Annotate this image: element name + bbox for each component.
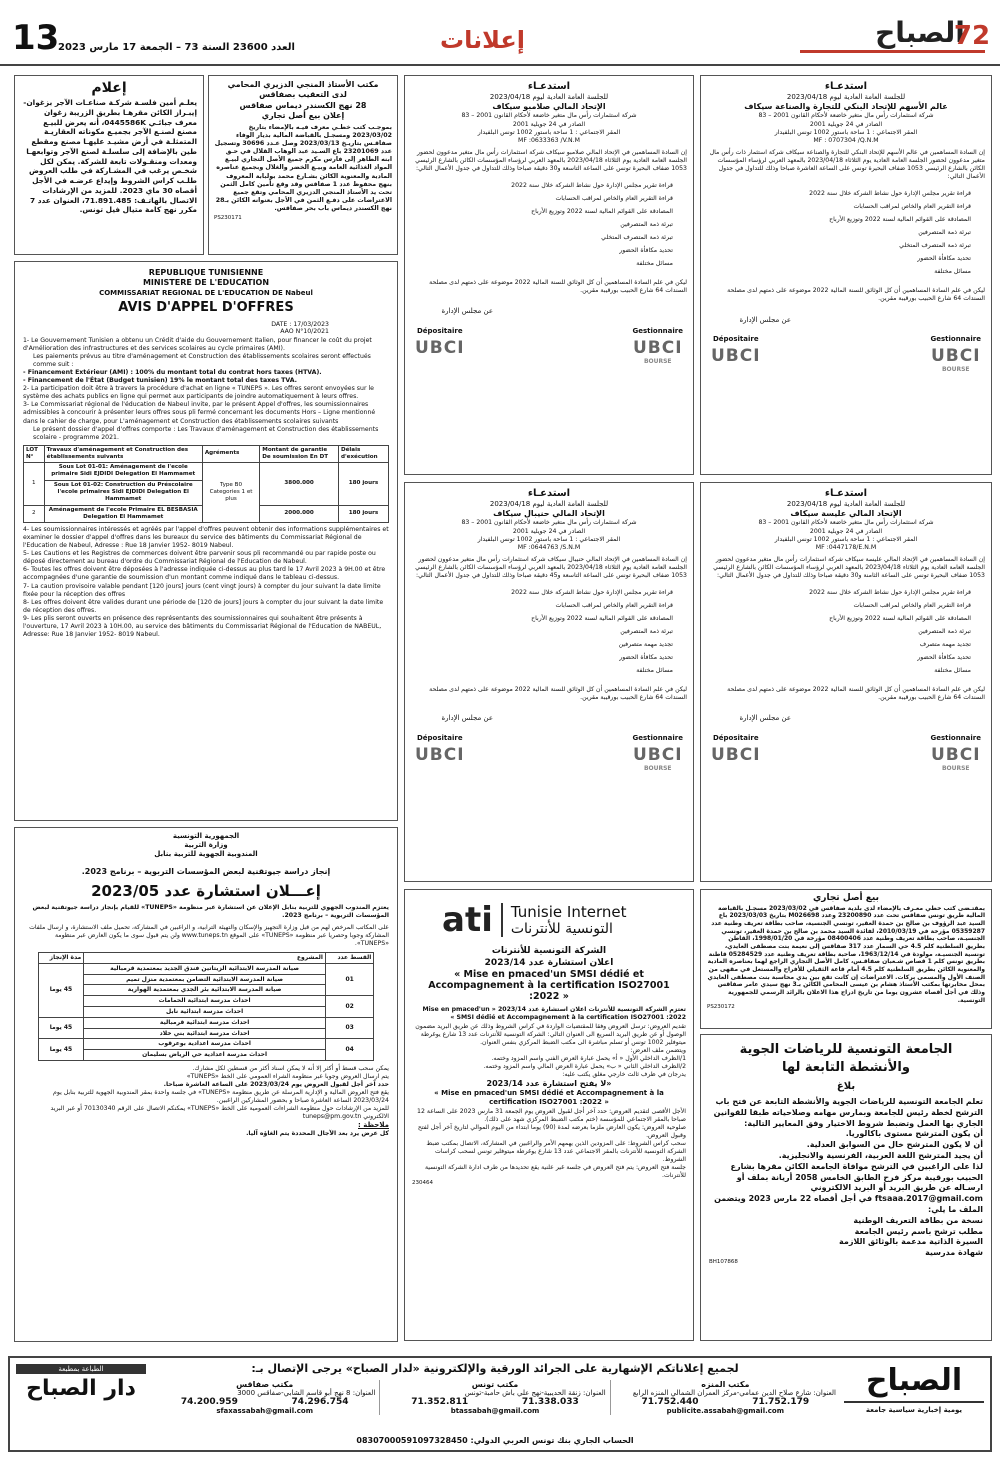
email-link[interactable]: btassabah@gmail.com (450, 1407, 540, 1415)
table-row: 04 احداث مدرسة اعدادية بوعرقوب 45 يوما (38, 1039, 374, 1050)
republic-line: REPUBLIQUE TUNISIENNE (148, 268, 264, 277)
gestionnaire-logo: Gestionnaire UBCI BOURSE (632, 326, 683, 365)
clause-6: 6- Toutes les offres doivent être déposées à l'adresse indiquée ci-dessus au plus tard le 17 Avril 2023 à 9H.00 et être accompagnées d'une garantie de soumission d'un montant comme indiqué dans le tableau ci-dessus. (23, 566, 386, 582)
ubci-icon: UBCI (711, 345, 761, 366)
notice-line: تعتزم الشركة التونسية للأنترنات اعلان استشارة عدد 2023/14 « Mise en pmaced'un SMSI dédié et Accompagnement à la certification ISO27001 :2022 » (422, 1006, 686, 1022)
advertising-contact-footer (8, 1356, 992, 1452)
criteria-item: أن لا يكون المترشح خال من السوابق العدلية. (806, 1140, 983, 1150)
phone-number: 71.338.033 (521, 1397, 579, 1407)
table-header: القسط عدد (325, 952, 373, 963)
note-label: ملاحظة : (358, 1121, 389, 1130)
ati-brand-ar: التونسية للأنترنات (510, 921, 613, 937)
notice-title: إعلام (91, 80, 127, 96)
ubci-icon: UBCI (415, 744, 465, 765)
notice-title: استدعـاء (824, 488, 868, 499)
notice-line: ويتضمن ملف العرض: (630, 1046, 686, 1054)
notice-title: استدعـاء (527, 81, 571, 92)
depositaire-logo: Dépositaire UBCI (415, 733, 465, 765)
clause-9: 9- Les plis seront ouverts en présence des représentants des soumissionnaires qui souhaitent être présents à l'ouverture, 17 Avril 2023 à 10H.00, au service des bâtiments du Commissariat Régional de l'Education de NABEUL, Adresse: Rue 18 Janvier 1952- 8019 Nabeul. (23, 614, 382, 638)
ubci-logos (405, 327, 693, 365)
agenda-item: قراءة التقرير العام والخاص لمراقب الحسابات (555, 601, 673, 609)
table-header: Agréments (202, 445, 259, 463)
section-title: إعلانات (440, 26, 525, 54)
table-row: احداث مدرسة ابتدائية بني خلاد (38, 1028, 374, 1039)
company-line: الصادر في 24 جويلية 2001 (809, 527, 883, 535)
ubci-logos (701, 734, 991, 772)
company-line: الصادر في 24 جويلية 2001 (809, 120, 883, 128)
agenda-item: المصادقة على القوائم المالية لسنة 2022 وتوزيع الأرباح (531, 615, 673, 623)
convocation-notice-1 (700, 75, 992, 475)
notice-body: إن السادة المساهمين في الإتحاد المالي صلامبو سيكاف شركة استثمارات رأس مال متغير مدعوون لحضور الجلسة العامة العادية يوم الثلاثاء 2023/04/18 بالمعهد العربي لرؤساء المؤسسات الكائن بالشارع الرئيسي 1053 ضفاف البحيرة تونس على الساعة التاسعة و30 دقيقة صباحا وذلك للتداول في جدول الأعمال التالي: (415, 148, 687, 172)
office-name: مكتب الأستاذ المنجي الدزيري المحامي (227, 80, 379, 89)
ati-icon: ati (442, 900, 493, 940)
gestionnaire-logo: Gestionnaire UBCI BOURSE (930, 733, 981, 772)
ubci-icon: UBCI (930, 744, 981, 765)
notice-line: جلسة فتح العروض: يتم فتح العروض في جلسة غير علنية يقع تحديدها من طرف ادارة الشركة التونسية للأنترنات. (424, 1163, 686, 1180)
table-row: 01 صيانة المدرسة الابتدائية الزيتاتين فندق الجديد بمعتمدية قرمبالية 45 يوما (38, 963, 374, 974)
phone-number: 74.200.959 (180, 1397, 238, 1407)
company-line: الصادر في 24 جويلية 2001 (512, 527, 586, 535)
notice-ref: AAO N°10/2021 (280, 327, 329, 335)
phone-number: 71.752.440 (641, 1397, 699, 1407)
agenda-item: المصادقة على القوائم المالية لسنة 2022 وتوزيع الأرباح (531, 208, 673, 216)
clause-4: 4- Les soumissionnaires intéressés et agréés par l'appel d'offres peuvent obtenir des informations supplémentaires et examiner le dossier d'appel d'offres dans les bureaux du service des bâtiments du Commissariat Régional de l'Education de Nabeul, Adresse : Rue 18 Janvier 1952- 8019 Nabeul. (23, 526, 389, 550)
lots-table (23, 445, 389, 523)
gestionnaire-logo: Gestionnaire UBCI BOURSE (930, 334, 981, 373)
company-line: MF :0644763 /S.N.M (517, 543, 581, 551)
notice-subtitle: للجلسة العامة العادية ليوم 2023/04/18 (786, 500, 906, 508)
ati-brand-fr: Tunisie Internet (510, 903, 627, 921)
agenda-item: مسائل مختلفة (636, 667, 673, 675)
notice-footnote: ليكن في علم السادة المساهمين أن كل الوثائق للسنة المالية 2022 موضوعة على ذمتهم لدى مصلحة السندات 64 شارع الحبيب بورقيبة مقرين. (429, 279, 687, 295)
notice-subtitle: للجلسة العامة العادية ليوم 2023/04/18 (489, 500, 609, 508)
notice-body: على المكاتب المرخص لهم من قبل وزارة التجهيز والإسكان والتهيئة الترابية، و الراغبين في المشاركة، تحميل ملف الاستشارة، و ارسال ملفات المشاركة وجوبا وحصريا عبر منظومة «TUNEPS» على الموقع www.tuneps.tn ولن يتم قبول سوى ما يكون العارض عبر منظومة «TUNEPS». (29, 923, 389, 947)
bank-account: الحساب الجاري بنك تونس العربي الدولي: 08307000591097328450 (356, 1436, 634, 1445)
project-line: إنجاز دراسة جيوتقنية لبعض المؤسسات التربوية – برنامج 2023. (81, 867, 331, 877)
depositaire-logo: Dépositaire UBCI (415, 326, 465, 358)
ubci-icon: UBCI (415, 337, 465, 358)
criteria-item: أن يكون المترشح مستوى باكالوريا. (845, 1129, 983, 1139)
notice-subtitle: للجلسة العامة العادية ليوم 2023/04/18 (489, 93, 609, 101)
company-line: المقر الاجتماعي : 1 ساحة باستور 1002 تونس البلفيدار (774, 128, 918, 136)
phone-number: 74.296.754 (291, 1397, 349, 1407)
agenda-item: مسائل مختلفة (934, 268, 971, 276)
board-signature: عن مجلس الإدارة (739, 315, 791, 324)
depositaire-logo: Dépositaire UBCI (711, 733, 761, 765)
phone-number: 71.352.811 (411, 1397, 469, 1407)
table-row: 02 احداث مدرسة ابتدائية الحمامات (38, 996, 374, 1007)
office-line: لدى التعقيب بصفاقس (259, 90, 347, 100)
notice-footnote: ليكن في علم السادة المساهمين أن كل الوثائق للسنة المالية 2022 موضوعة على ذمتهم لدى مصلحة السندات 64 شارع الحبيب بورقيبة مقرين. (727, 686, 985, 702)
ati-consultation-notice (404, 889, 694, 1341)
agenda-item: مسائل مختلفة (636, 260, 673, 268)
notice-body: يعلـم أمين فلسـة شركـة صناعـات الآجر بزغوان-إيبـراز الكائن مقرهـا بطريق الزريبة زغوان معرف جبائـي 0445586K، أنه يعرض للبيـع مصنع لصنـع الآجر بجميـع مكوناته العقاريـة المتمثلـة في أرض مشيـد عليهـا مصنع ومقطع طين بالإضافة إلى سلسلـة لصنع الآجر وتوابعهـا ومعدات ومنقـولات تابعة للشركة. يمكن لكل شخـص يرغب في المشـاركة في طلب العروض طلـب كراس الشروط وإيداع عرضـه في الأجل أقصاه 30 ماي 2023. للمزيد من الإرشادات الاتصال بالهاتـف: 71.891.485، العنوان عدد 7 مكرر نهج كامة متيال فيل تونس. (23, 98, 197, 215)
agenda-item: تحديد مكافأة الحضور (619, 654, 673, 662)
notice-title: AVIS D'APPEL D'OFFRES (118, 299, 294, 315)
notice-title: إعـــلان استشارة عدد 2023/05 (91, 881, 321, 900)
business-sale-notice (208, 75, 398, 255)
table-header: Délais d'exécution (338, 445, 388, 463)
notice-title: استدعـاء (824, 81, 868, 92)
board-signature: عن مجلس الإدارة (441, 714, 493, 723)
notice-body: إن السادة المساهمين في عالم الأسهم للإتحاد البنكي للتجارة والصناعة سيكاف شركة استثمار ذات رأس مال متغير مدعوون لحضور الجلسة العامة العادية يوم الثلاثاء 2023/04/18 بالمعهد العربي لرؤساء المؤسسات الكائن بالشارع الرئيسي 1053 ضفاف البحيرة تونس على الساعة العاشرة صباحا وذلك للتداول في جدول الأعمال التالي: (709, 148, 985, 180)
agenda-item: المصادقة على القوائم المالية لسنة 2022 وتوزيع الأرباح (829, 216, 971, 224)
notice-line: يتم ارسال العروض وجوبا عبر منظومة الشراء العمومي على الخط «TUNEPS» (186, 1073, 389, 1081)
reference-code: 230464 (412, 1180, 433, 1187)
table-header: المشروع (84, 952, 326, 963)
company-line: MF : 0707304 /Q.N.M (813, 136, 879, 144)
company-name: الإتحاد المالي عليسة سيكاف (790, 509, 902, 519)
federation-name: الجامعة التونسية للرياضات الجوية والأنشطة التابعة لها (739, 1042, 953, 1075)
notice-body: إن السادة المساهمين في الإتحاد المالي عليسة سيكاف شركة استثمارات رأس مال متغير مدعوون لحضور الجلسة العامة العادية يوم الثلاثاء 2023/04/18 بالمعهد العربي لرؤساء المؤسسات الكائن بالشارع الرئيسي 1053 ضفاف البحيرة تونس على الساعة الثامنة و30 دقيقة صباحا وذلك للتداول في جدول الأعمال التالي: (713, 555, 985, 579)
agenda-item: تبرئة ذمة المتصرف المتخلي (899, 242, 971, 250)
ubci-icon: UBCI (632, 744, 683, 765)
company-line: الصادر في 24 جويلية 2001 (512, 120, 586, 128)
tender-notice-fr (14, 261, 398, 821)
convocation-notice-4 (404, 482, 694, 882)
notice-title: إعلان بيع أصل تجاري (261, 111, 345, 121)
notice-body: إن السادة المساهمين في الإتحاد المالي حنيبال سيكاف شركة استثمارات رأس مال متغير مدعوون لحضور الجلسة العامة العادية يوم الثلاثاء 2023/04/18 بالمعهد العربي لرؤساء المؤسسات الكائن بالشارع الرئيسي 1053 ضفاف البحيرة تونس على الساعة التاسعة و45 دقيقة صباحا وذلك للتداول في جدول الأعمال التالي: (415, 555, 687, 579)
company-line: شركة استثمارات رأس مال متغير خاضعة لأحكام القانون 2001 – 83 (758, 519, 934, 527)
notice-line: سحب كراس الشروط: على المزودين الذين يهمهم الأمر والراغبين في المشاركة، الاتصال بمكتب ضبط الشركة التونسية للأنترنات بالمقر الاجتماعي عدد 13 شارع يوغرطة ميتوفلير تونس لسحب كراسات الشروط. (426, 1139, 686, 1163)
company-line: شركة استثمارات رأس مال متغير خاضعة لأحكام القانون 2001 – 83 (461, 112, 637, 120)
announcement-body: تعلم الجامعة التونسية للرياضات الجوية والأنشطة التابعة عن فتح باب الترشح لخطة رئيس للجامعة وبمارس مهامه وصلاحياته طبقا للقوانين الجاري بها العمل وتضبط شروط الاختيار وفق المعايير التالية: (713, 1097, 983, 1128)
table-row: 03 احداث مدرسة ابتدائية قرمبالية 45 يوما (38, 1017, 374, 1028)
document-item: شهادة مدرسية (925, 1248, 983, 1258)
footer-logo (844, 1364, 984, 1414)
ubci-icon: UBCI (632, 337, 683, 358)
clause-5: 5- Les Cautions et les Registres de commerces doivent être parvenir sous pli recommandé ou par rapide poste ou déposé directement au bureau d'ordre du Commissariat Régional de l'Education de Nabeul. (23, 550, 376, 566)
table-header: مدة الإنجاز (38, 952, 84, 963)
note-text: كل عرض يرد بعد الآجال المحددة يتم الغاؤه آليا. (246, 1130, 389, 1138)
agenda-item: تحديد مكافأة الحضور (917, 654, 971, 662)
page-header (0, 0, 1000, 66)
sale-notice-ilam (14, 75, 204, 255)
agenda-item: تجديد مهمة متصرف (919, 641, 971, 649)
logo-text: الصباح (875, 16, 965, 49)
reference-code: PS230171 (214, 215, 242, 222)
clause-1: 1- Le Gouvernement Tunisien a obtenu un Crédit d'aide du Gouvernement Italien, pour financer le coût du projet d'Amélioration des infrastructures et des services scolaires au cycle primaires (AMI). (23, 336, 372, 352)
lots-table (38, 952, 375, 1061)
notice-intro: يعتزم المندوب الجهوي للتربية بنابل الإعلان عن استشارة عبر منظومة «TUNEPS» للقيام بإنجاز دراسة جيوتقنية لبعض المؤسسات التربوية – برنامج 2023. (32, 903, 389, 919)
board-signature: عن مجلس الإدارة (441, 307, 493, 316)
agenda-item: قراءة التقرير العام والخاص لمراقب الحسابات (853, 203, 971, 211)
agenda-item: تبرئة ذمة المتصرفين (918, 628, 971, 636)
notice-line: صلوحية العروض: يكون العارض ملزما بعرضه لمدة (90) يوما ابتداء من اليوم الموالي لتاريخ آخر أجل لفتح وقبول العروض. (417, 1123, 686, 1139)
agenda-item: تجديد مهمة متصرفين (618, 641, 673, 649)
ubci-logos (701, 335, 991, 373)
agenda-item: قراءة التقرير العام والخاص لمراقب الحسابات (555, 194, 673, 202)
email-link[interactable]: sfaxassabah@gmail.com (216, 1407, 314, 1415)
table-row: 2 Aménagement de l'ecole Primaire EL BESBASIA Delegation El Hammamet 2000.000 180 jours (24, 505, 389, 523)
table-row: Sous Lot 01-02: Construction du Préscolaire l'ecole primaires Sidi EJDIDI Delegation El Hammamet (24, 480, 389, 505)
document-item: نسخة من بطاقة التعريف الوطنية (853, 1215, 983, 1225)
company-line: المقر الاجتماعي : 1 ساحة باستور 1002 تونس البلفيدار (477, 535, 621, 543)
company-line: شركة استثمارات رأس مال متغير خاضعة لأحكام القانون 2001 – 83 (461, 519, 637, 527)
notice-body: بمقتـضى كتب خطي معـرف بالإمضاء لدى بلدية صفاقس في 2023/03/02 مسجـل بالقباضة المالية طريق تونس صفاقس تحت عدد 23200890 وعدد M026698 بتاريخ 2023/03/03 باع السيد عبد الرؤوف بن صالح بن حمدة العقير، تونسي الجنسية، صاحب بطاقة تعريف وطنية عدد 05359287 مؤرخة في 2010/03/19، لفائدة السيد محمد بن صالح بن حمدة العقير، تونسي الجنسيـة، صاحب بطاقة تعريف وطنية عدد 08400406 مؤرخة في 1998/01/20، القاطن بطريق السلطنية كلم 4.5 حي السمار عدد 317 صفاقس إلى نعيمة بنت مصطفى العايدي، تونسية الجنسيـة، مولودة في 1963/12/14، صاحبة بطاقة تعريف وطنية عدد 05284529 قاطنة بطريق تونس كلم 1 قصاص شـعبان صفاقـس، كامل الأصل التجاري الراجع لهما بعناصره المادية والمعنوية الكائن بطريق السلطنية كلم 4.5 أمام قاعة الثقيلي للأفراح والمستغل في مقهى من الصنف الأول والمسمى بركات. الاعتراضات إن كانت تقع بين يدي محاسبة بنت مصطفى العايدي بمحل مخابرتها بمكتب الأستاذ هشام بن عيسى المحامي الكائن بـ3 نهج سيدي عامر صفاقس وذلك في أجل أقصاه عشرون يوما من تاريخ ادراج هذا الاعلان بالرائد الرسمي للجمهورية التونسية. (707, 904, 985, 1004)
table-row: احداث مدرسة ابتدائية نابل (38, 1006, 374, 1017)
reference-code: PS230172 (707, 1004, 735, 1011)
clause-2: 2- La participation doit être à travers la procédure d'achat en ligne « TUNEPS ». Les offres seront envoyées sur le système des achats publics en ligne qui permet aux participants de joindre automatiquement à leurs offres. (23, 385, 374, 401)
gestionnaire-logo: Gestionnaire UBCI BOURSE (632, 733, 683, 772)
issue-line: العدد 23600 السنة 73 – الجمعة 17 مارس 2023 (58, 42, 295, 53)
logo-anniversary: 72 (953, 21, 991, 51)
press-name: دار الصباح (26, 1376, 136, 1401)
convocation-notice-2 (404, 75, 694, 475)
agenda-item: تحديد مكافأة الحضور (917, 255, 971, 263)
delegation-line: المندوبية الجهوية للتربية بنابل (154, 850, 258, 859)
table-row: صيانة المدرسة الابتدائية بئر الجدي بمعتمدية الهوارية (38, 985, 374, 996)
footer-logo-text: الصباح (865, 1363, 963, 1398)
ati-logo (442, 900, 686, 940)
envelope-subject: « Mise en pmaced'un SMSI dédié et Accompagnement à la certification ISO27001 :2022 » (434, 1089, 664, 1107)
agenda-item: قراءة تقرير مجلس الإدارة حول نشاط الشركة خلال سنة 2022 (809, 588, 971, 596)
clause-3b: Le présent dossier d'appel d'offres comporte : Les Travaux d'aménagement et Construction des établissements scolaire - programme 2021. (33, 425, 379, 441)
agenda-item: تبرئة ذمة المتصرف المتخلي (601, 234, 673, 242)
document-item: مطلب ترشح باسم رئيس الجامعة (854, 1226, 983, 1236)
table-row: صيانة المدرسة الابتدائية التضامن بمعتمدية منزل تميم (38, 974, 374, 985)
envelope-title: «لا يفتح استشارة عدد 2023/14 (486, 1078, 612, 1088)
notice-line: الأجل الأقصى لتقديم العروض: حدد آخر أجل لقبول العروض يوم الجمعة 31 مارس 2023 على الساعة 12 صباحا بالمقر الاجتماعي للمؤسسة (ختم مكتب الضبط المركزي شهد على ذلك). (417, 1107, 686, 1123)
reference-code: BH107868 (709, 1259, 738, 1266)
table-header: Travaux d'aménagement et Construction des établissements suivants (44, 445, 202, 463)
agenda-item: قراءة تقرير مجلس الإدارة حول نشاط الشركة خلال سنة 2022 (511, 181, 673, 189)
notice-line: تقديم العروض: ترسل العروض وفقا للمقتضيات الواردة في كراس الشروط وذلك عن طريق البريد مضمون الوصول أو عن طريق البريد السريع الى العنوان التالي: الشركة التونسية للأنترنات عدد 13 شارع يوغرطة ميتوفلير 1002 تونس أو تسلم مباشرة الى مكتب الضبط المركزي بنفس العنوان. (415, 1022, 686, 1046)
notice-line: يمكن سحب قسط أو أكثر إلا أنه لا يمكن اسناد أكثر من قسطين لكل مشارك. (192, 1064, 389, 1072)
press-logo (16, 1364, 146, 1405)
table-row: احداث مدرسة اعدادية حي الرياض بسليمان (38, 1050, 374, 1061)
document-item: السيرة الذاتية مدعمة بالوثائق اللازمة (839, 1237, 983, 1247)
business-sale-notice-2 (700, 889, 992, 1029)
notice-body: بموجـب كتب خطـي معرف فيـه بالإمضاء بتاريخ 2023/03/02 ومسجـل بالقباضة المالية بديار الوفاء صفاقـس بتاريـخ 2023/03/13 وصل عـدد 30696 وتسجيل عدد 23201069 باع السـيد عبد الوهاب القلال في حـق ابنه الطاهر إلى فارس مكرم جميع الأصل التجاري لبيـع المواد الغذائية العامة وبيـع الخضر والغلال وبجميع عناصره المادية والمعنوية الكائن بشـارع محمد بولبابة المعروف بنهج محفوظ عدد 1 صفاقس وقد وقع تأمين كامل الثمن تحت يد الأستاذ المنجي الدزيري المحامي وتقع جميع الاعتراضات على دفـع الثمن في الأجل بعنوانه الكائن بـ28 نهج الكسندر ديماس باب بحر صفاقس. (214, 123, 392, 213)
notice-subject: « Mise en pmaced'un SMSI dédié et Accompagnement à la certification ISO27001 :2022 » (428, 969, 670, 1003)
footer-headline: لجميع إعلاناتكم الإشهارية على الجرائد الورقية والإلكترونية «لدار الصباح» يرجى الإتصال بـ: (251, 1362, 739, 1375)
offices-row (150, 1380, 840, 1415)
table-header: LOT N° (24, 445, 45, 463)
depositaire-logo: Dépositaire UBCI (711, 334, 761, 366)
notice-line: للمزيد من الإرشادات حول منظومة الشراءات العمومية على الخط «TUNEPS» يمكنكم الاتصال على الرقم 70130340 أو عبر البريد الالكتروني tuneps@pm.gov.tn (50, 1105, 389, 1121)
office-menzah: مكتب المنزه العنوان: شارع صلاح الدين عمامي-مركز العمران الشمالي المنزه الرابع 71.752.179 71.752.440 publicite.assabah@gmail.com (611, 1380, 840, 1415)
office-address: 28 نهج الكسندر ديماس صفاقس (239, 100, 367, 110)
phone-number: 71.752.179 (752, 1397, 810, 1407)
agenda-item: تبرئة ذمة المتصرفين (620, 628, 673, 636)
newspaper-logo (800, 10, 991, 58)
agenda-item: تبرئة ذمة المتصرفين (620, 221, 673, 229)
notice-line: 1/الظرف الداخلي الأول « أ» يحمل عبارة العرض الفني واسم المزود وختمه. (491, 1054, 686, 1062)
federation-announcement (700, 1034, 992, 1341)
notice-title: بيع أصل تجاري (813, 893, 879, 903)
ministry-line: MINISTERE DE L'EDUCATION (142, 278, 270, 288)
company-line: MF :0633363 /V.N.M (518, 136, 580, 144)
clause-1c: - Financement Extérieur (AMI) : 100% du montant total du contrat hors taxes (HTVA). (23, 369, 322, 377)
notice-line: 2/الظرف الداخلي الثاني « ب» يحمل عبارة العرض المالي واسم المزود وختمه. (483, 1062, 686, 1070)
convocation-notice-3 (700, 482, 992, 882)
announcement-label: بلاغ (836, 1081, 856, 1093)
company-line: شركة استثمارات رأس مال متغير خاضعة لأحكام القانون 2001 – 83 (758, 112, 934, 120)
notice-org: الشركة التونسية للأنترنات (491, 946, 607, 956)
company-name: الإتحاد المالي صلامبو سيكاف (492, 102, 606, 112)
clause-1d: - Financement de l'État (Budget tunisien) 19% le montant total des taxes TVA. (23, 377, 298, 385)
board-signature: عن مجلس الإدارة (739, 714, 791, 723)
application-info: لذا على الراغبين في الترشح موافاة الجامعة الكائن مقرها بشارع الحبيب بورقيبة مركز فرح الطابق الخامس 2058 أريانة بملف أو ارسـاله عن طريق البريد أو البريد الالكتروني ftsaaa.2017@gmail.com في أجل أقصاه 22 مارس 2023 ويتضمن الملف ما يلي: (714, 1161, 983, 1215)
company-name: عالم الأسهم للإتحاد البنكي للتجارة والصناعة سيكاف (744, 102, 948, 112)
ubci-icon: UBCI (711, 744, 761, 765)
press-tagline: الطباعة بمطبعة (16, 1364, 146, 1374)
office-tunis: مكتب تونس العنوان: زنقة الحديبية-نهج علي باش حامبة-تونس 71.338.033 71.352.811 btassabah@gmail.com (379, 1380, 610, 1415)
agenda-item: مسائل مختلفة (934, 667, 971, 675)
notice-footnote: ليكن في علم السادة المساهمين أن كل الوثائق للسنة المالية 2022 موضوعة على ذمتهم لدى مصلحة السندات 64 شارع الحبيب بورقيبة مقرين. (727, 287, 985, 303)
company-name: الإتحاد المالي حنيبال سيكاف (493, 509, 605, 519)
agenda-item: قراءة التقرير العام والخاص لمراقب الحسابات (853, 601, 971, 609)
office-sfax: مكتب صفاقس العنوان: 8 نهج أبو قاسم الشابي-صفاقس 3000 74.296.754 74.200.959 sfaxassabah@gmail.com (150, 1380, 379, 1415)
notice-title: اعلان استشارة عدد 2023/14 (484, 957, 614, 968)
clause-7: 7- La caution provisoire valable pendant [120 jours] jours (cent vingt jours) à compter du jour suivant la date limite fixée pour la réception des offres (23, 582, 381, 598)
commissariat-line: COMMISSARIAT REGIONAL DE L'EDUCATION DE Nabeul (99, 288, 313, 297)
clause-3: 3- Le Commissariat régional de l'éducation de Nabeul invite, par le présent Appel d'offres, les soumissionnaires admissibles à concourir à présenter leurs offres sous pli fermé concernant les documents Hors – Ligne mentionné dans le cahier de charge, pour L'aménagement et Construction des établissements scolaires suivants (23, 401, 376, 425)
ubci-icon: UBCI (930, 345, 981, 366)
agenda-item: المصادقة على القوائم المالية لسنة 2022 وتوزيع الأرباح (829, 615, 971, 623)
notice-title: استدعـاء (527, 488, 571, 499)
notice-line: يدرجان في ظرف ثالث خارجي مغلق يكتب عليه: (562, 1070, 686, 1078)
criteria-item: أن يجيد المترشح اللغة العربية، الفرنسية والانجليزية. (778, 1151, 983, 1161)
deadline-line: حدد آخر أجل لقبول العروض يوم 2023/03/24 على الساعة العاشرة صباحا. (163, 1081, 389, 1089)
agenda-item: تبرئة ذمة المتصرفين (918, 229, 971, 237)
agenda-item: تحديد مكافأة الحضور (619, 247, 673, 255)
company-line: المقر الاجتماعي : 1 ساحة باستور 1002 تونس البلفيدار (774, 535, 918, 543)
republic-line: الجمهورية التونسية (172, 832, 240, 840)
consultation-notice (14, 827, 398, 1342)
footer-tagline: يومية إخبارية سياسية جامعة (844, 1401, 984, 1414)
ubci-logos (405, 734, 693, 772)
notice-date: DATE : 17/03/2023 (271, 320, 329, 328)
notice-subtitle: للجلسة العامة العادية ليوم 2023/04/18 (786, 93, 906, 101)
agenda-item: قراءة تقرير مجلس الإدارة حول نشاط الشركة خلال سنة 2022 (511, 588, 673, 596)
company-line: MF :0447178/E.N.M (815, 543, 877, 551)
clause-1b: Les paiements prévus au titre d'aménagement et Construction des établissements scolaires seront effectués comme suit : (33, 353, 371, 369)
clause-8: 8- Les offres doivent être valides durant une période de [120 de jours] jours à compter du jour suivant la date limite de réception des offres. (23, 598, 384, 614)
notice-footnote: ليكن في علم السادة المساهمين أن كل الوثائق للسنة المالية 2022 موضوعة على ذمتهم لدى مصلحة السندات 64 شارع الحبيب بورقيبة مقرين. (429, 686, 687, 702)
table-header: Montant de garantie De soumission En DT (260, 445, 339, 463)
table-row: 1 Sous Lot 01-01: Aménagement de l'ecole primaire Sidi EJDIDI Delegation El Hammamet Type B0 Categories 1 et plus 3800.000 180 jours (24, 463, 389, 481)
agenda-item: قراءة تقرير مجلس الإدارة حول نشاط الشركة خلال سنة 2022 (809, 189, 971, 197)
email-link[interactable]: publicite.assabah@gmail.com (666, 1407, 784, 1415)
notice-line: يقع فتح العروض المالية و الإدارية المرسلة عن طريق منظومة «TUNEPS» في جلسة واحدة بمقر المندوبية الجهوية للتربية بنابل يوم 2023/03/24 الساعة العاشرة صباحا و بحضور المشاركين الراغبين. (53, 1089, 389, 1105)
company-line: المقر الاجتماعي : 1 ساحة باستور 1002 تونس البلفيدار (477, 128, 621, 136)
ministry-line: وزارة التربية (184, 841, 228, 850)
page-number: 13 (12, 18, 60, 58)
